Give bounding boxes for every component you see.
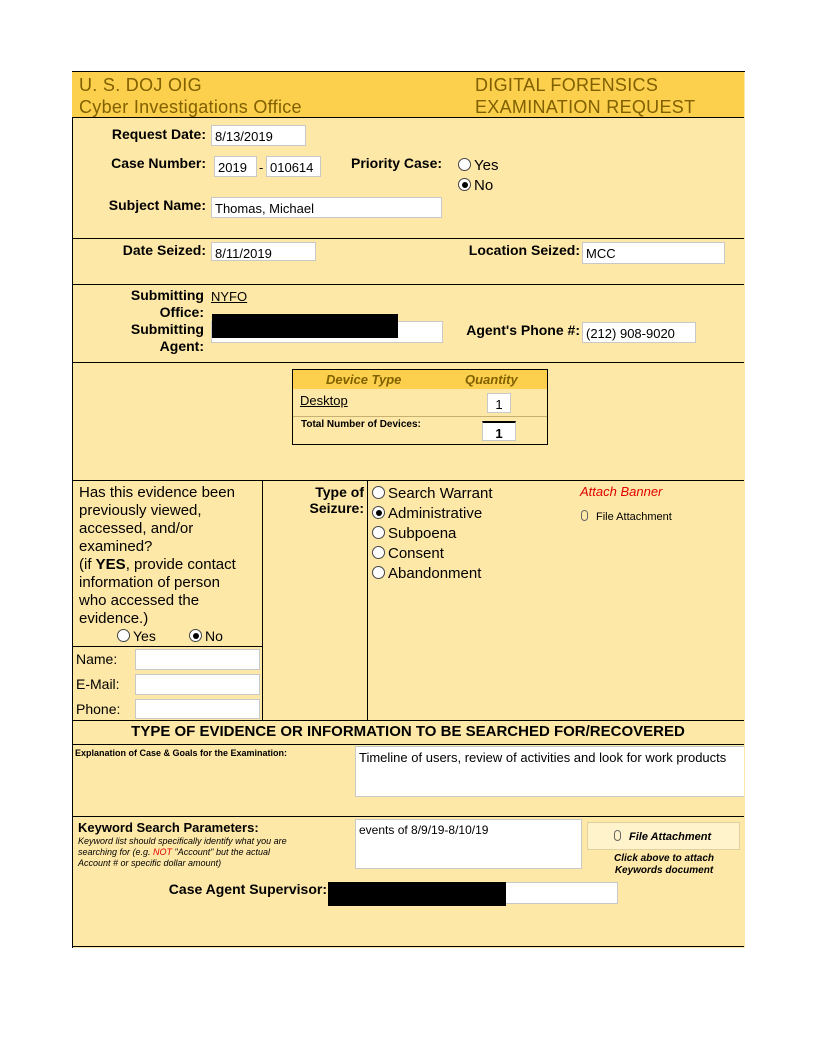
case-number-separator: - <box>259 160 264 175</box>
subject-name-label: Subject Name: <box>108 197 206 213</box>
priority-yes-label: Yes <box>474 157 499 174</box>
total-devices-label: Total Number of Devices: <box>301 419 421 430</box>
divider <box>72 238 744 239</box>
keyword-help-not: NOT <box>153 847 173 857</box>
no-label: No <box>205 628 223 644</box>
priority-no-label: No <box>474 177 494 194</box>
divider <box>72 480 744 481</box>
contact-phone-label: Phone: <box>76 701 121 717</box>
paperclip-icon <box>614 830 621 841</box>
divider <box>72 744 744 745</box>
seizure-option-label: Administrative <box>388 505 483 522</box>
divider <box>262 480 263 720</box>
contact-name-label: Name: <box>76 651 118 667</box>
divider <box>367 480 368 720</box>
radio-checked-icon <box>458 178 471 191</box>
agent-phone-field[interactable]: (212) 908-9020 <box>582 322 696 343</box>
yes-label: Yes <box>133 628 156 644</box>
radio-checked-icon <box>372 506 385 519</box>
radio-checked-icon <box>189 629 202 642</box>
question-line: information of person <box>79 574 220 591</box>
quantity-header: Quantity <box>465 372 518 387</box>
case-number-year-field[interactable]: 2019 <box>214 156 257 177</box>
submitting-office-label-2: Office: <box>159 304 204 320</box>
type-of-seizure-label-2: Seizure: <box>309 500 364 516</box>
question-text: (if <box>79 556 96 573</box>
agent-phone-label: Agent's Phone #: <box>466 322 580 338</box>
divider <box>72 946 744 947</box>
device-type-cell[interactable]: Desktop <box>300 393 348 408</box>
radio-circle-icon <box>372 486 385 499</box>
divider <box>72 284 744 285</box>
total-devices-value: 1 <box>482 421 516 441</box>
question-line: accessed, and/or <box>79 520 194 537</box>
question-line: Has this evidence been <box>79 484 235 501</box>
contact-email-field[interactable] <box>135 674 260 695</box>
keyword-help-line: Keyword list should specifically identify what you are <box>78 836 287 846</box>
radio-circle-icon <box>117 629 130 642</box>
contact-phone-field[interactable] <box>135 699 260 719</box>
evidence-viewed-no-radio[interactable] <box>189 628 223 644</box>
redaction-block <box>328 882 506 906</box>
seizure-option-label: Consent <box>388 545 444 562</box>
seizure-abandonment-radio[interactable] <box>372 565 481 582</box>
divider <box>293 416 547 417</box>
seizure-option-label: Search Warrant <box>388 485 493 502</box>
case-agent-supervisor-label: Case Agent Supervisor: <box>168 881 327 897</box>
radio-circle-icon <box>372 546 385 559</box>
keyword-help-text-part: searching for (e.g. <box>78 847 154 857</box>
keywords-field[interactable]: events of 8/9/19-8/10/19 <box>355 819 582 869</box>
org-line-2: Cyber Investigations Office <box>79 97 302 117</box>
seizure-administrative-radio[interactable] <box>372 505 482 522</box>
explanation-label: Explanation of Case & Goals for the Examination: <box>75 748 288 758</box>
question-yes-emphasis: YES <box>95 556 126 573</box>
case-number-field[interactable]: 010614 <box>266 156 321 177</box>
submitting-agent-label-1: Submitting <box>130 321 204 337</box>
subject-name-field[interactable]: Thomas, Michael <box>211 197 442 218</box>
explanation-field[interactable]: Timeline of users, review of activities and look for work products <box>355 746 744 797</box>
question-line: evidence.) <box>79 610 149 627</box>
contact-name-field[interactable] <box>135 649 260 670</box>
divider <box>72 646 262 647</box>
location-seized-field[interactable]: MCC <box>582 242 725 264</box>
seizure-consent-radio[interactable] <box>372 545 444 562</box>
priority-case-label: Priority Case: <box>351 155 443 171</box>
evidence-viewed-yes-radio[interactable] <box>117 628 156 644</box>
keyword-help-line <box>78 847 287 858</box>
keyword-help-line: Account # or specific dollar amount) <box>78 858 222 868</box>
file-attachment-label: File Attachment <box>629 831 712 843</box>
search-section-title: TYPE OF EVIDENCE OR INFORMATION TO BE SEARCHED FOR/RECOVERED <box>131 723 685 740</box>
seizure-option-label: Subpoena <box>388 525 457 542</box>
question-line: who accessed the <box>79 592 200 609</box>
evidence-viewed-question <box>79 484 236 628</box>
submitting-office-link[interactable]: NYFO <box>211 289 248 304</box>
request-date-label: Request Date: <box>111 126 206 142</box>
attach-note-line: Click above to attach <box>613 853 715 864</box>
form-title-line-2: EXAMINATION REQUEST <box>475 97 696 117</box>
divider <box>72 720 744 721</box>
divider <box>72 816 744 817</box>
redaction-block <box>212 314 398 338</box>
radio-circle-icon <box>458 158 471 171</box>
keyword-section-title: Keyword Search Parameters: <box>78 820 259 835</box>
banner-file-attachment[interactable] <box>581 510 672 523</box>
contact-email-label: E-Mail: <box>76 676 120 692</box>
attach-banner-label: Attach Banner <box>580 484 663 499</box>
location-seized-label: Location Seized: <box>468 242 580 258</box>
question-line <box>79 556 236 574</box>
form-title-line-1: DIGITAL FORENSICS <box>475 75 659 95</box>
seizure-search-warrant-radio[interactable] <box>372 485 492 502</box>
type-of-seizure-label-1: Type of <box>315 484 364 500</box>
question-line: examined? <box>79 538 153 555</box>
divider <box>72 362 744 363</box>
priority-no-radio[interactable] <box>458 177 493 194</box>
seizure-subpoena-radio[interactable] <box>372 525 456 542</box>
keyword-help-text-part: "Account" but the actual <box>172 847 270 857</box>
attach-note-line: Keywords document <box>614 865 714 876</box>
keyword-help-text <box>78 836 287 869</box>
date-seized-label: Date Seized: <box>122 242 206 258</box>
question-text: , provide contact <box>125 556 236 573</box>
device-type-header: Device Type <box>326 372 402 387</box>
question-line: previously viewed, <box>79 502 202 519</box>
seizure-option-label: Abandonment <box>388 565 482 582</box>
keyword-file-attachment[interactable] <box>614 830 711 843</box>
priority-yes-radio[interactable] <box>458 157 498 174</box>
date-seized-field[interactable]: 8/11/2019 <box>211 242 316 261</box>
case-number-label: Case Number: <box>111 155 206 171</box>
file-attachment-label: File Attachment <box>596 511 672 523</box>
submitting-agent-label-2: Agent: <box>159 338 204 354</box>
submitting-office-label-1: Submitting <box>130 287 204 303</box>
device-quantity-cell[interactable]: 1 <box>487 393 511 413</box>
attach-keywords-note <box>586 853 742 877</box>
radio-circle-icon <box>372 526 385 539</box>
request-date-field[interactable]: 8/13/2019 <box>211 125 306 146</box>
paperclip-icon <box>581 510 588 521</box>
radio-circle-icon <box>372 566 385 579</box>
org-line-1: U. S. DOJ OIG <box>79 75 202 95</box>
